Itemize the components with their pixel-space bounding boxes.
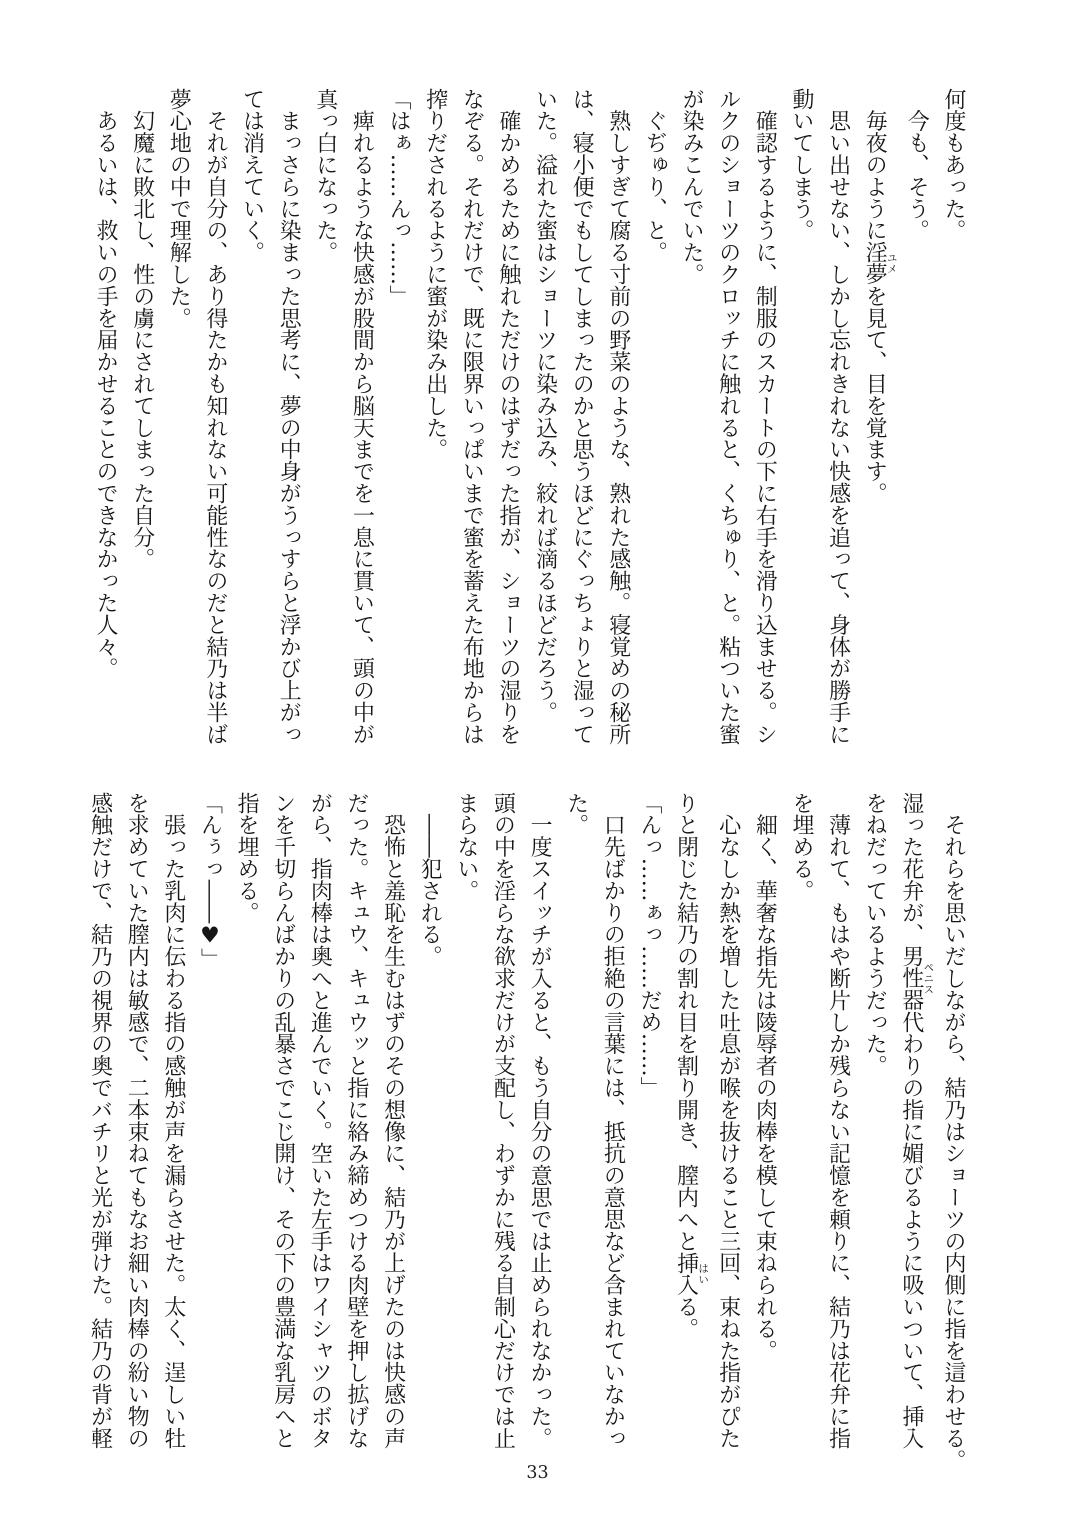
- furigana-text: はい: [697, 1251, 710, 1296]
- text-line: は、寝小便でもしてしまったのかと思うほどにぐっちょりと湿って: [569, 88, 595, 745]
- text-line: 薄れて、もはや断片しか残らない記憶を頼りに、結乃は花弁に指: [825, 792, 851, 1449]
- text-line: 張った乳肉に伝わる指の感触が声を漏らさせた。太く、逞しい牡: [160, 792, 186, 1449]
- lower-text-block: [81, 792, 971, 1471]
- text-line: 熟しすぎて腐る寸前の野菜のような、熟れた感触。寝覚めの秘所: [605, 88, 631, 745]
- text-line: 毎夜のように淫夢ユメを見て、目を覚ます。: [862, 88, 898, 505]
- text-line: まらない。: [453, 792, 479, 902]
- text-line: を埋める。: [789, 792, 814, 902]
- text-line: ぐぢゅり、と。: [642, 88, 668, 264]
- text-line: ンを千切らんばかりの乱暴さでこじ開け、その下の豊満な乳房へと: [270, 792, 296, 1449]
- text-line: が染みこんでいた。: [679, 88, 705, 286]
- furigana-text: ペニス: [922, 945, 935, 1011]
- text-line: 思い出せない、しかし忘れきれない快感を追って、身体が勝手に: [825, 88, 851, 745]
- furigana-text: ユメ: [885, 241, 898, 286]
- text-line: 「んっ……ぁっ……だめ……」: [637, 792, 662, 1099]
- text-line: あるいは、救いの手を届かせることのできなかった人々。: [93, 88, 119, 680]
- text-line: をねだっているようだった。: [862, 792, 888, 1077]
- text-line: がら、指肉棒は奥へと進んでいく。空いた左手はワイシャツのボタ: [307, 792, 333, 1449]
- text-line: ては消えていく。: [239, 88, 265, 264]
- text-line: 夢心地の中で理解した。: [166, 88, 192, 329]
- text-line: 痺れるような快感が股間から脳天までを一息に貫いて、頭の中が: [349, 88, 375, 745]
- furigana-ruby: 男性器ペニス: [898, 945, 935, 1012]
- text-line: を求めていた膣内は敏感で、二本束ねてもなお細い肉棒の紛い物の: [124, 792, 150, 1449]
- text-line: 恐怖と羞恥を生むはずのその想像に、結乃が上げたのは快感の声: [380, 792, 406, 1449]
- text-line: いた。溢れた蜜はショーツに染み込み、絞れば滴るほどだろう。: [532, 88, 558, 724]
- text-line: それらを思いだしながら、結乃はショーツの内側に指を這わせる。: [941, 792, 966, 1471]
- text-line: 確認するように、制服のスカートの下に右手を滑り込ませる。シ: [752, 88, 778, 745]
- upper-text-block: [87, 88, 972, 745]
- text-line: 心なしか熱を増した吐息が喉を抜けること三回、束ねた指がぴた: [715, 792, 741, 1449]
- text-line: 口先ばかりの拒絶の言葉には、抵抗の意思など含まれていなかっ: [600, 792, 626, 1449]
- text-line: た。: [563, 792, 589, 836]
- text-line: 何度もあった。: [941, 88, 966, 242]
- text-line: 真っ白になった。: [312, 88, 338, 264]
- text-line: 一度スイッチが入ると、もう自分の意思では止められなかった。: [527, 792, 553, 1449]
- text-line: 今も、そう。: [904, 88, 930, 242]
- text-line: なぞる。それだけで、既に限界いっぱいまで蜜を蓄えた布地からは: [459, 88, 485, 745]
- text-line: りと閉じた結乃の割れ目を割り開き、膣内へと挿入はいる。: [673, 792, 710, 1340]
- text-line: まっさらに染まった思考に、夢の中身がうっすらと浮かび上がっ: [276, 88, 302, 745]
- furigana-ruby: 淫夢ユメ: [862, 241, 898, 286]
- text-line: 湿った花弁が、男性器ペニス代わりの指に媚びるように吸いついて、挿入: [898, 792, 935, 1450]
- text-line: だった。キュウ、キュウッと指に絡み締めつける肉壁を押し拡げな: [344, 792, 369, 1449]
- text-line: ルクのショーツのクロッチに触れると、くちゅり、と。粘ついた蜜: [715, 88, 741, 745]
- text-line: 確かめるために触れただけのはずだった指が、ショーツの湿りを: [496, 88, 521, 745]
- page-number: 33: [526, 1463, 549, 1483]
- furigana-ruby: 挿入はい: [673, 1251, 710, 1296]
- text-line: 搾りだされるように蜜が染み出した。: [422, 88, 448, 461]
- text-line: 幻魔に敗北し、性の虜にされてしまった自分。: [129, 88, 155, 570]
- text-line: ――犯される。: [417, 792, 443, 968]
- text-line: 指を埋める。: [234, 792, 260, 924]
- text-line: 細く、華奢な指先は陵辱者の肉棒を模して束ねられる。: [752, 792, 778, 1362]
- text-line: それが自分の、あり得たかも知れない可能性なのだと結乃は半ば: [203, 88, 228, 745]
- text-line: 「はぁ……んっ……」: [386, 88, 412, 307]
- text-line: 感触だけで、結乃の視界の奥でバチリと光が弾けた。結乃の背が軽: [87, 792, 113, 1449]
- text-line: 動いてしまう。: [789, 88, 814, 242]
- text-line: 「んぅっ――♥」: [197, 792, 223, 971]
- text-line: 頭の中を淫らな欲求だけが支配し、わずかに残る自制心だけでは止: [490, 792, 516, 1449]
